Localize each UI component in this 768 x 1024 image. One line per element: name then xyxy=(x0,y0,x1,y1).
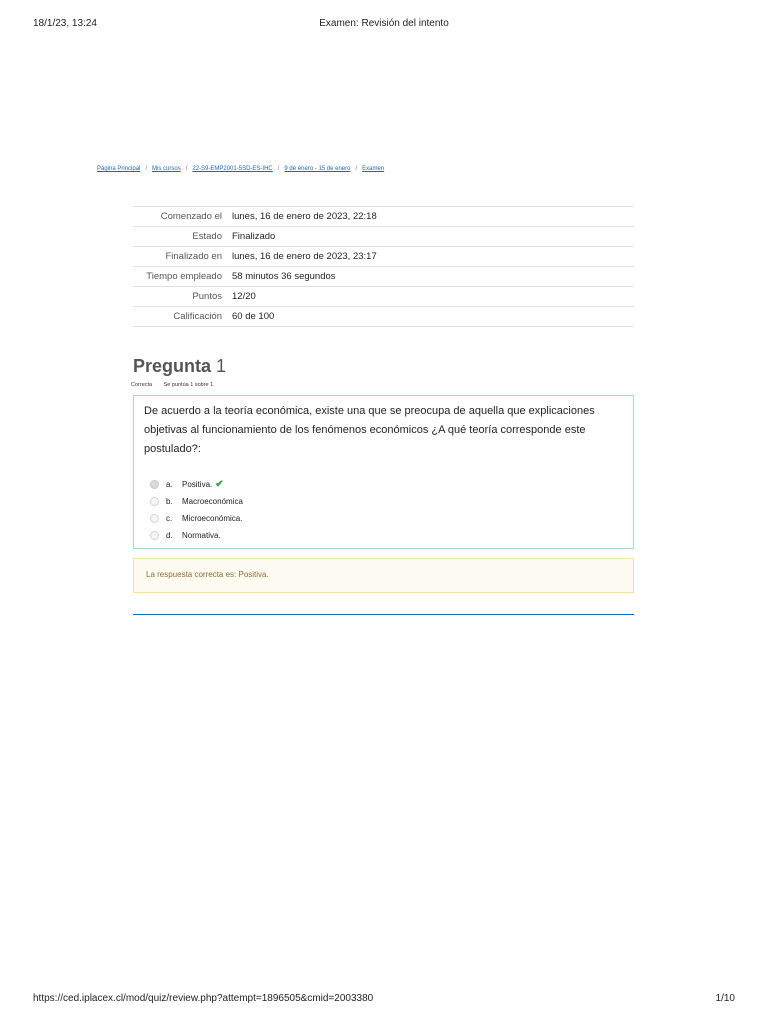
breadcrumb xyxy=(97,166,384,172)
checkmark-icon: ✔ xyxy=(215,479,224,490)
summary-value: Finalizado xyxy=(227,227,634,247)
answer-letter: a. xyxy=(166,480,173,489)
breadcrumb-course[interactable]: 22-S9-EMP2001-5SD-ES-IHC xyxy=(192,166,273,172)
summary-label: Calificación xyxy=(133,307,227,327)
breadcrumb-separator: / xyxy=(355,166,358,172)
summary-value: 60 de 100 xyxy=(227,307,634,327)
breadcrumb-exam[interactable]: Examen xyxy=(362,166,385,172)
breadcrumb-my-courses[interactable]: Mis cursos xyxy=(152,166,181,172)
breadcrumb-week[interactable]: 9 de enero - 15 de enero xyxy=(284,166,351,172)
question-status: Correcta xyxy=(131,382,153,388)
answer-option-d[interactable] xyxy=(150,527,243,544)
summary-value: 58 minutos 36 segundos xyxy=(227,267,634,287)
radio-button[interactable] xyxy=(150,497,159,506)
print-datetime: 18/1/23, 13:24 xyxy=(33,18,97,29)
print-url: https://ced.iplacex.cl/mod/quiz/review.php?attempt=1896505&cmid=2003380 xyxy=(33,993,374,1004)
print-header xyxy=(0,12,768,28)
summary-row xyxy=(133,227,634,247)
summary-value: 12/20 xyxy=(227,287,634,307)
feedback-box xyxy=(133,558,634,593)
summary-label: Estado xyxy=(133,227,227,247)
answer-text: Macroeconómica xyxy=(182,497,243,506)
answer-option-a[interactable] xyxy=(150,476,243,493)
answer-text: Normativa. xyxy=(182,531,221,540)
answer-option-c[interactable] xyxy=(150,510,243,527)
correct-answer-feedback: La respuesta correcta es: Positiva. xyxy=(146,570,269,579)
section-divider xyxy=(133,614,634,615)
question-number: 1 xyxy=(216,356,227,376)
breadcrumb-home[interactable]: Página Principal xyxy=(97,166,141,172)
answer-text: Positiva. xyxy=(182,480,213,489)
summary-label: Finalizado en xyxy=(133,247,227,267)
answer-letter: c. xyxy=(166,514,173,523)
question-box xyxy=(133,395,634,549)
question-heading xyxy=(133,356,226,377)
question-score: Se puntúa 1 sobre 1 xyxy=(163,382,214,388)
attempt-summary-table xyxy=(133,206,634,327)
summary-row xyxy=(133,287,634,307)
breadcrumb-separator: / xyxy=(185,166,188,172)
summary-label: Comenzado el xyxy=(133,207,227,227)
question-heading-label: Pregunta xyxy=(133,356,212,376)
summary-row xyxy=(133,267,634,287)
summary-row xyxy=(133,307,634,327)
print-page-number: 1/10 xyxy=(715,993,735,1004)
print-page-title: Examen: Revisión del intento xyxy=(319,18,449,29)
breadcrumb-separator: / xyxy=(145,166,148,172)
question-info xyxy=(131,382,223,388)
summary-value: lunes, 16 de enero de 2023, 22:18 xyxy=(227,207,634,227)
summary-row xyxy=(133,247,634,267)
radio-button[interactable] xyxy=(150,514,159,523)
question-text: De acuerdo a la teoría económica, existe una que se preocupa de aquella que explicaciones objetivas al funcionamiento de los fenómenos económicos ¿A qué teoría corresponde este postulado?: xyxy=(144,405,595,455)
answer-option-b[interactable] xyxy=(150,493,243,510)
summary-value: lunes, 16 de enero de 2023, 23:17 xyxy=(227,247,634,267)
radio-button[interactable] xyxy=(150,480,159,489)
summary-label: Puntos xyxy=(133,287,227,307)
radio-button[interactable] xyxy=(150,531,159,540)
answer-letter: b. xyxy=(166,497,173,506)
summary-row xyxy=(133,207,634,227)
breadcrumb-separator: / xyxy=(277,166,280,172)
summary-label: Tiempo empleado xyxy=(133,267,227,287)
answer-list xyxy=(150,476,243,544)
answer-letter: d. xyxy=(166,531,173,540)
answer-text: Microeconómica. xyxy=(182,514,243,523)
